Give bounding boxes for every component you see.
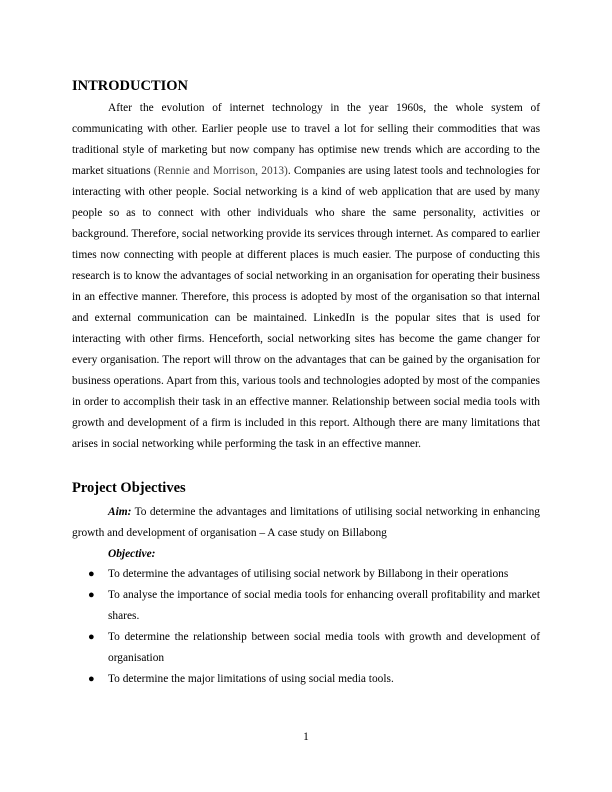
- bullet-icon: ●: [88, 631, 95, 643]
- bullet-icon: ●: [88, 589, 95, 601]
- section-heading-project-objectives: Project Objectives: [72, 480, 186, 496]
- section-heading-introduction: INTRODUCTION: [72, 78, 189, 94]
- aim-paragraph: [72, 502, 540, 544]
- page-number: 1: [303, 731, 309, 743]
- bullet-icon: ●: [88, 568, 95, 580]
- list-item-text: To determine the advantages of utilising social network by Billabong in their operations: [108, 568, 509, 580]
- bullet-icon: ●: [88, 673, 95, 685]
- citation: (Rennie and Morrison, 2013): [153, 165, 288, 177]
- list-item-text: To determine the major limitations of using social media tools.: [108, 673, 394, 685]
- list-item: [72, 627, 540, 669]
- objectives-list: [72, 564, 540, 690]
- list-item: [72, 585, 540, 627]
- list-item-text: To determine the relationship between social media tools with growth and development of organisation: [108, 631, 540, 664]
- introduction-paragraph: [72, 98, 540, 455]
- aim-text: To determine the advantages and limitations of utilising social networking in enhancing growth and development of organisation – A case study on Billabong: [72, 506, 540, 539]
- intro-text-start: After the evolution of internet technology in the year 1960s, the whole system of communicating with other. Earlier people use to travel a lot for selling their commodities that was traditional style of marketing but now company has optimise new trends which are according to the market situations: [72, 102, 540, 177]
- intro-text-end: . Companies are using latest tools and technologies for interacting with other people. Social networking is a kind of web application that are used by many people so as to connect with other individuals who share the same personality, activities or background. Therefore, social networking provide its services through internet. As compared to earlier times now connecting with people at different places is much easier. The purpose of conducting this research is to know the advantages of social networking in an organisation for operating their business in an effective manner. Therefore, this process is adopted by most of the organisation so that internal and external communication can be maintained. LinkedIn is the popular sites that is used for interacting with other firms. Henceforth, social networking sites has become the game changer for every organisation. The report will throw on the advantages that can be gained by the organisation for business operations. Apart from this, various tools and technologies adopted by most of the companies in order to accomplish their task in an effective manner. Relationship between social media tools with growth and development of a firm is included in this report. Although there are many limitations that arises in social networking while performing the task in an effective manner.: [72, 165, 540, 450]
- objective-label: Objective:: [108, 548, 156, 560]
- list-item: [72, 669, 540, 690]
- list-item: [72, 564, 540, 585]
- list-item-text: To analyse the importance of social media tools for enhancing overall profitability and market shares.: [108, 589, 540, 622]
- aim-label: Aim:: [108, 506, 132, 518]
